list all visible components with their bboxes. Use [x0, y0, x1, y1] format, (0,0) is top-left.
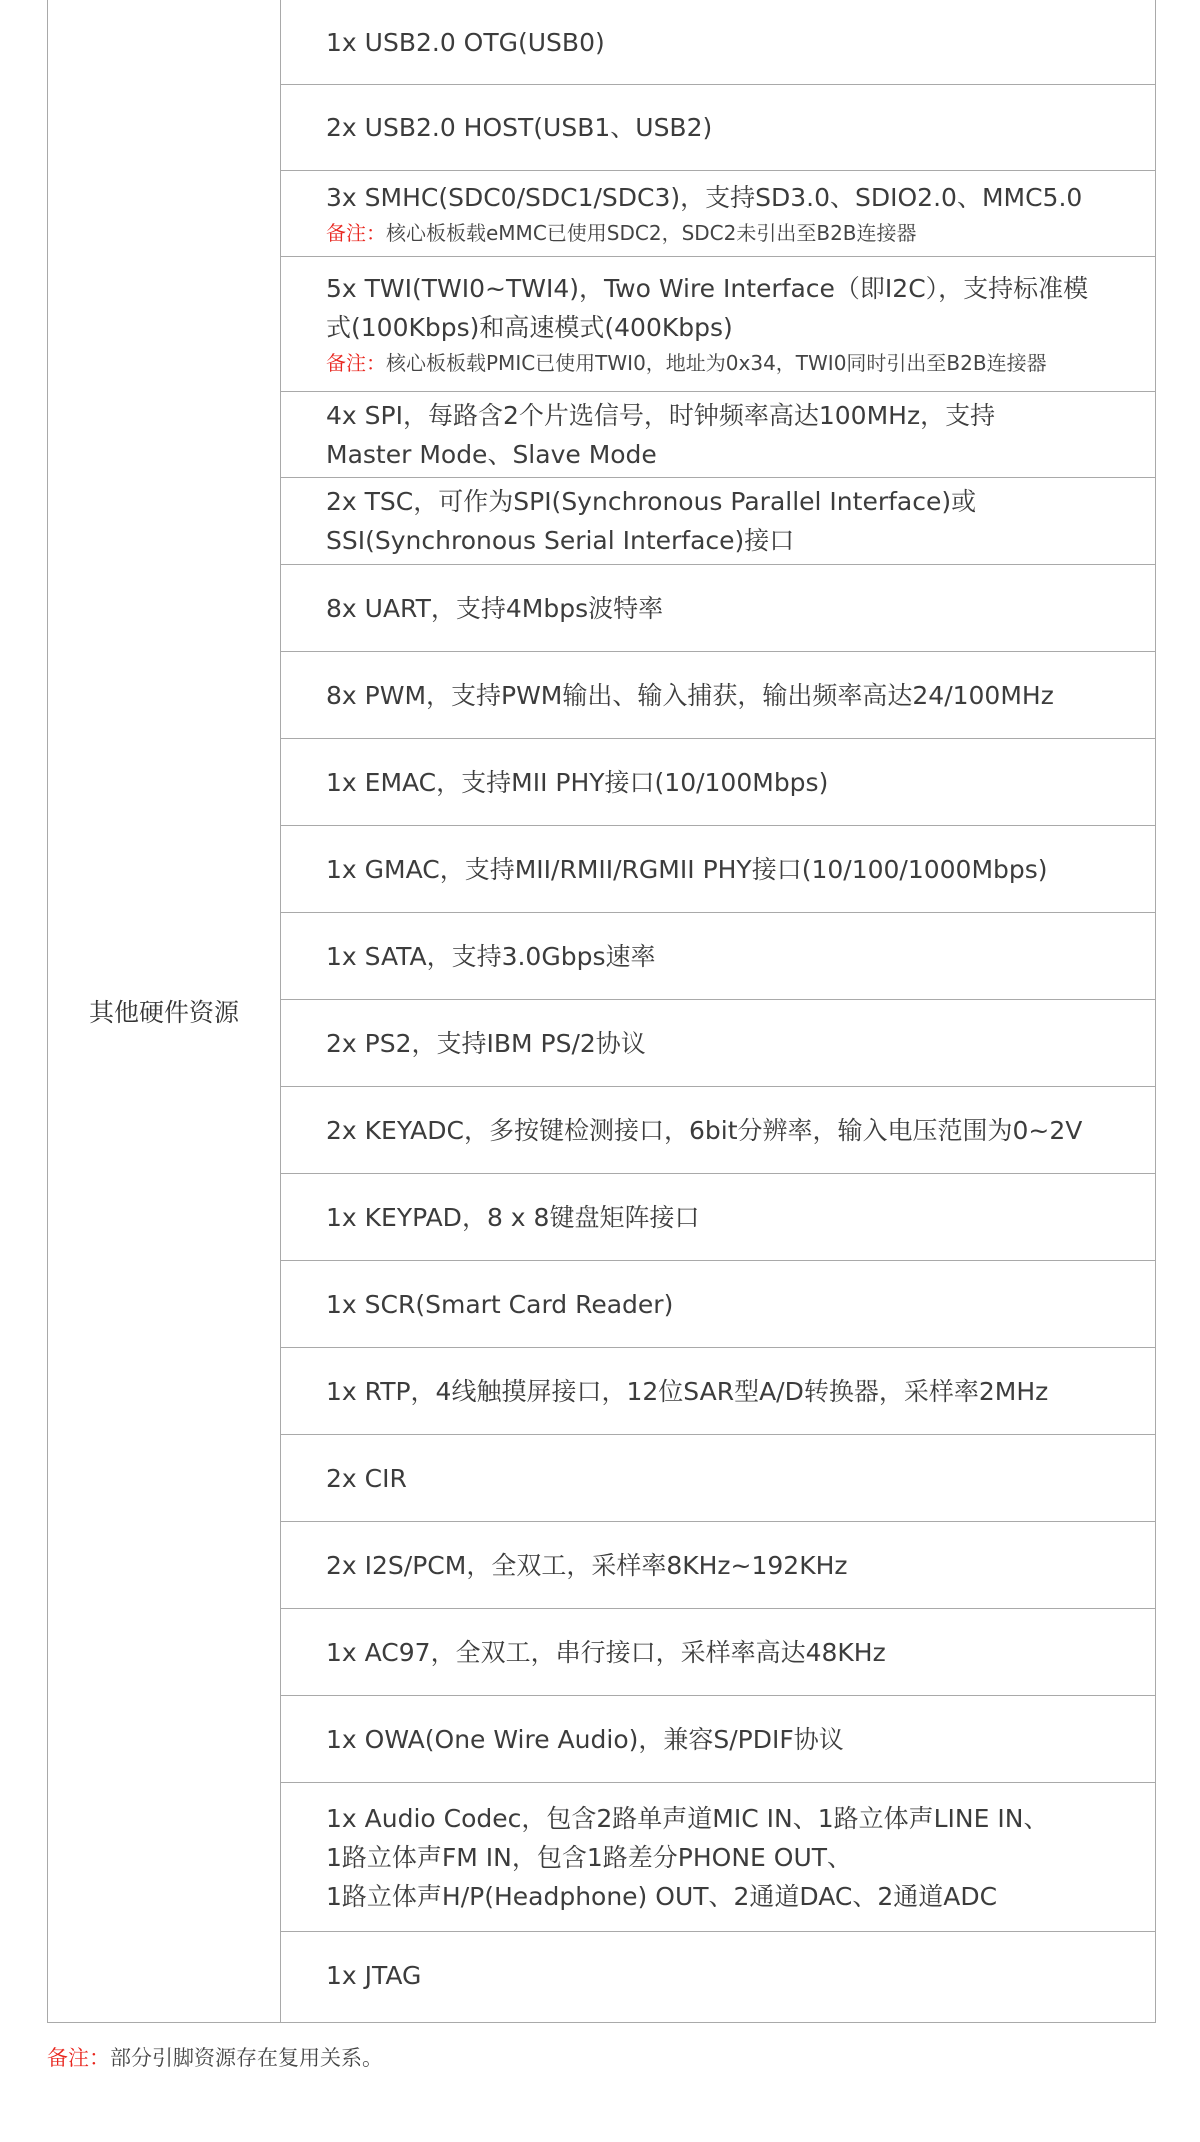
- row-text: 2x TSC，可作为SPI(Synchronous Parallel Interface)或 SSI(Synchronous Serial Interface)接口: [326, 487, 977, 555]
- table-row: [281, 739, 1155, 826]
- row-text: 1x AC97，全双工，串行接口，采样率高达48KHz: [326, 1637, 886, 1667]
- table-row: [281, 171, 1155, 257]
- table-row: [281, 85, 1155, 171]
- row-text: 1x GMAC，支持MII/RMII/RGMII PHY接口(10/100/1000Mbps): [326, 854, 1048, 884]
- table-row: [281, 1783, 1155, 1932]
- footnote: [47, 2042, 383, 2074]
- row-text: 2x I2S/PCM，全双工，采样率8KHz~192KHz: [326, 1550, 848, 1580]
- row-text: 8x PWM，支持PWM输出、输入捕获，输出频率高达24/100MHz: [326, 680, 1054, 710]
- table-row: [281, 0, 1155, 85]
- row-text: 1x SATA，支持3.0Gbps速率: [326, 941, 656, 971]
- row-text: 1x EMAC，支持MII PHY接口(10/100Mbps): [326, 767, 829, 797]
- footnote-label: 备注：: [47, 2046, 110, 2070]
- table-row: [281, 1609, 1155, 1696]
- row-note: [326, 217, 1147, 249]
- table-row: [281, 1435, 1155, 1522]
- row-text: 3x SMHC(SDC0/SDC1/SDC3)，支持SD3.0、SDIO2.0、MMC5.0: [326, 183, 1083, 212]
- table-row: [281, 1174, 1155, 1261]
- row-text: 4x SPI，每路含2个片选信号，时钟频率高达100MHz，支持 Master Mode、Slave Mode: [326, 400, 996, 469]
- table-row: [281, 826, 1155, 913]
- category-cell: [48, 0, 281, 2022]
- row-text: 2x PS2，支持IBM PS/2协议: [326, 1028, 646, 1058]
- table-row: [281, 1087, 1155, 1174]
- table-row: [281, 1522, 1155, 1609]
- table-row: [281, 257, 1155, 392]
- spec-table: [47, 0, 1156, 2023]
- row-text: 1x USB2.0 OTG(USB0): [326, 27, 605, 57]
- row-text: 2x CIR: [326, 1463, 407, 1493]
- table-row: [281, 392, 1155, 478]
- table-row: [281, 1000, 1155, 1087]
- table-row: [281, 1261, 1155, 1348]
- row-text: 1x OWA(One Wire Audio)，兼容S/PDIF协议: [326, 1724, 844, 1754]
- row-text: 2x KEYADC，多按键检测接口，6bit分辨率，输入电压范围为0~2V: [326, 1115, 1083, 1145]
- note-text: 核心板板载PMIC已使用TWI0，地址为0x34，TWI0同时引出至B2B连接器: [386, 351, 1047, 375]
- row-text: 1x JTAG: [326, 1960, 422, 1990]
- row-note: [326, 347, 1147, 379]
- note-text: 核心板板载eMMC已使用SDC2，SDC2未引出至B2B连接器: [386, 221, 917, 245]
- spec-rows: [281, 0, 1155, 2022]
- table-row: [281, 1932, 1155, 2018]
- footnote-text: 部分引脚资源存在复用关系。: [110, 2046, 383, 2070]
- table-row: [281, 478, 1155, 565]
- note-label: 备注：: [326, 351, 386, 375]
- row-text: 1x Audio Codec，包含2路单声道MIC IN、1路立体声LINE IN、 1路立体声FM IN，包含1路差分PHONE OUT、 1路立体声H/P(Headphone) OUT、2通道DAC、2通道ADC: [326, 1803, 1049, 1911]
- table-row: [281, 913, 1155, 1000]
- table-row: [281, 1696, 1155, 1783]
- row-text: 1x SCR(Smart Card Reader): [326, 1289, 674, 1319]
- row-text: 8x UART，支持4Mbps波特率: [326, 593, 664, 623]
- row-text: 1x KEYPAD，8 x 8键盘矩阵接口: [326, 1202, 700, 1232]
- row-text: 5x TWI(TWI0~TWI4)，Two Wire Interface（即I2C），支持标准模 式(100Kbps)和高速模式(400Kbps): [326, 274, 1089, 342]
- note-label: 备注：: [326, 221, 386, 245]
- category-label: 其他硬件资源: [88, 998, 239, 1027]
- table-row: [281, 652, 1155, 739]
- table-row: [281, 1348, 1155, 1435]
- table-row: [281, 565, 1155, 652]
- row-text: 2x USB2.0 HOST(USB1、USB2): [326, 113, 713, 142]
- row-text: 1x RTP，4线触摸屏接口，12位SAR型A/D转换器，采样率2MHz: [326, 1376, 1049, 1406]
